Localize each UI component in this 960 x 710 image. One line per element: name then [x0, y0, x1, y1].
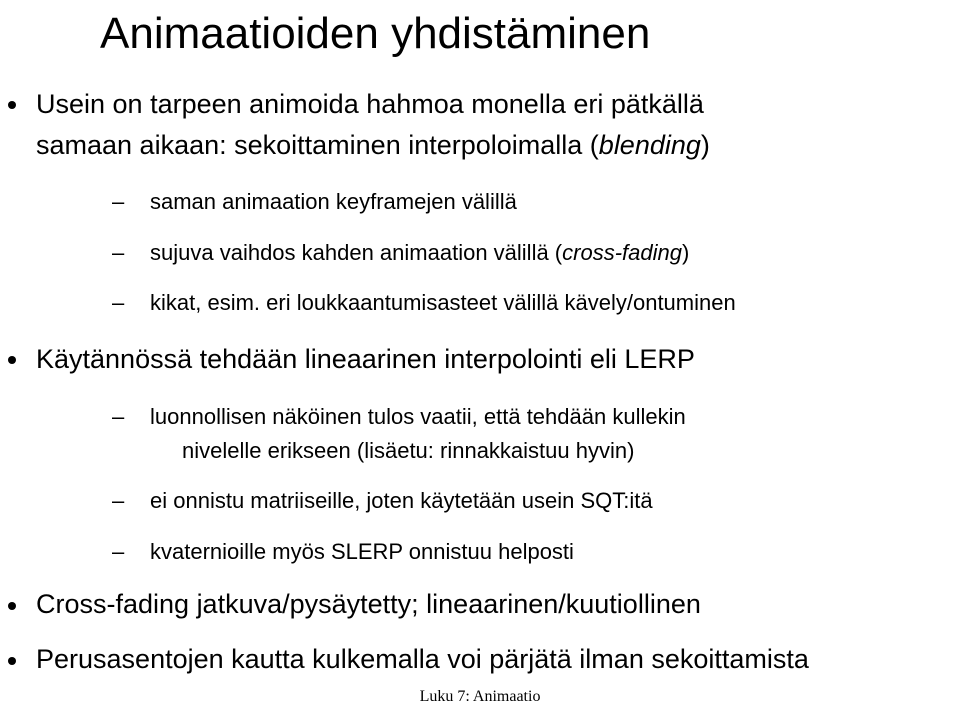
- sub-item-quaternions: kvaternioille myös SLERP onnistuu helposti: [150, 539, 574, 564]
- sub-item-tricks: kikat, esim. eri loukkaantumisasteet välillä kävely/ontuminen: [150, 290, 736, 315]
- dash-icon: –: [112, 488, 125, 513]
- bullet-dot: [8, 602, 16, 610]
- bullet-1-line-1: Usein on tarpeen animoida hahmoa monella eri pätkällä: [36, 89, 704, 119]
- bullet-3-text: Cross-fading jatkuva/pysäytetty; lineaarinen/kuutiollinen: [36, 589, 701, 619]
- bullet-dot: [8, 657, 16, 665]
- sub-item-natural-line-1: luonnollisen näköinen tulos vaatii, että tehdään kullekin: [150, 404, 686, 429]
- slide-title: Animaatioiden yhdistäminen: [100, 9, 651, 58]
- dash-icon: –: [112, 290, 125, 315]
- bullet-2-text: Käytännössä tehdään lineaarinen interpolointi eli LERP: [36, 344, 695, 374]
- dash-icon: –: [112, 539, 125, 564]
- sub-item-natural-line-2: nivelelle erikseen (lisäetu: rinnakkaistuu hyvin): [182, 438, 635, 463]
- bullet-1-line-2: samaan aikaan: sekoittaminen interpoloimalla (blending): [36, 130, 710, 160]
- bullet-4-text: Perusasentojen kautta kulkemalla voi pärjätä ilman sekoittamista: [36, 644, 809, 674]
- sub-item-matrices: ei onnistu matriiseille, joten käytetään usein SQT:itä: [150, 488, 653, 513]
- dash-icon: –: [112, 189, 125, 214]
- dash-icon: –: [112, 240, 125, 265]
- sub-item-cross-fading: sujuva vaihdos kahden animaation välillä (cross-fading): [150, 240, 690, 265]
- sub-item-keyframes: saman animaation keyframejen välillä: [150, 189, 517, 214]
- bullet-dot: [8, 101, 16, 109]
- dash-icon: –: [112, 404, 125, 429]
- slide-footer: Luku 7: Animaatio: [419, 688, 541, 705]
- bullet-dot: [8, 356, 16, 364]
